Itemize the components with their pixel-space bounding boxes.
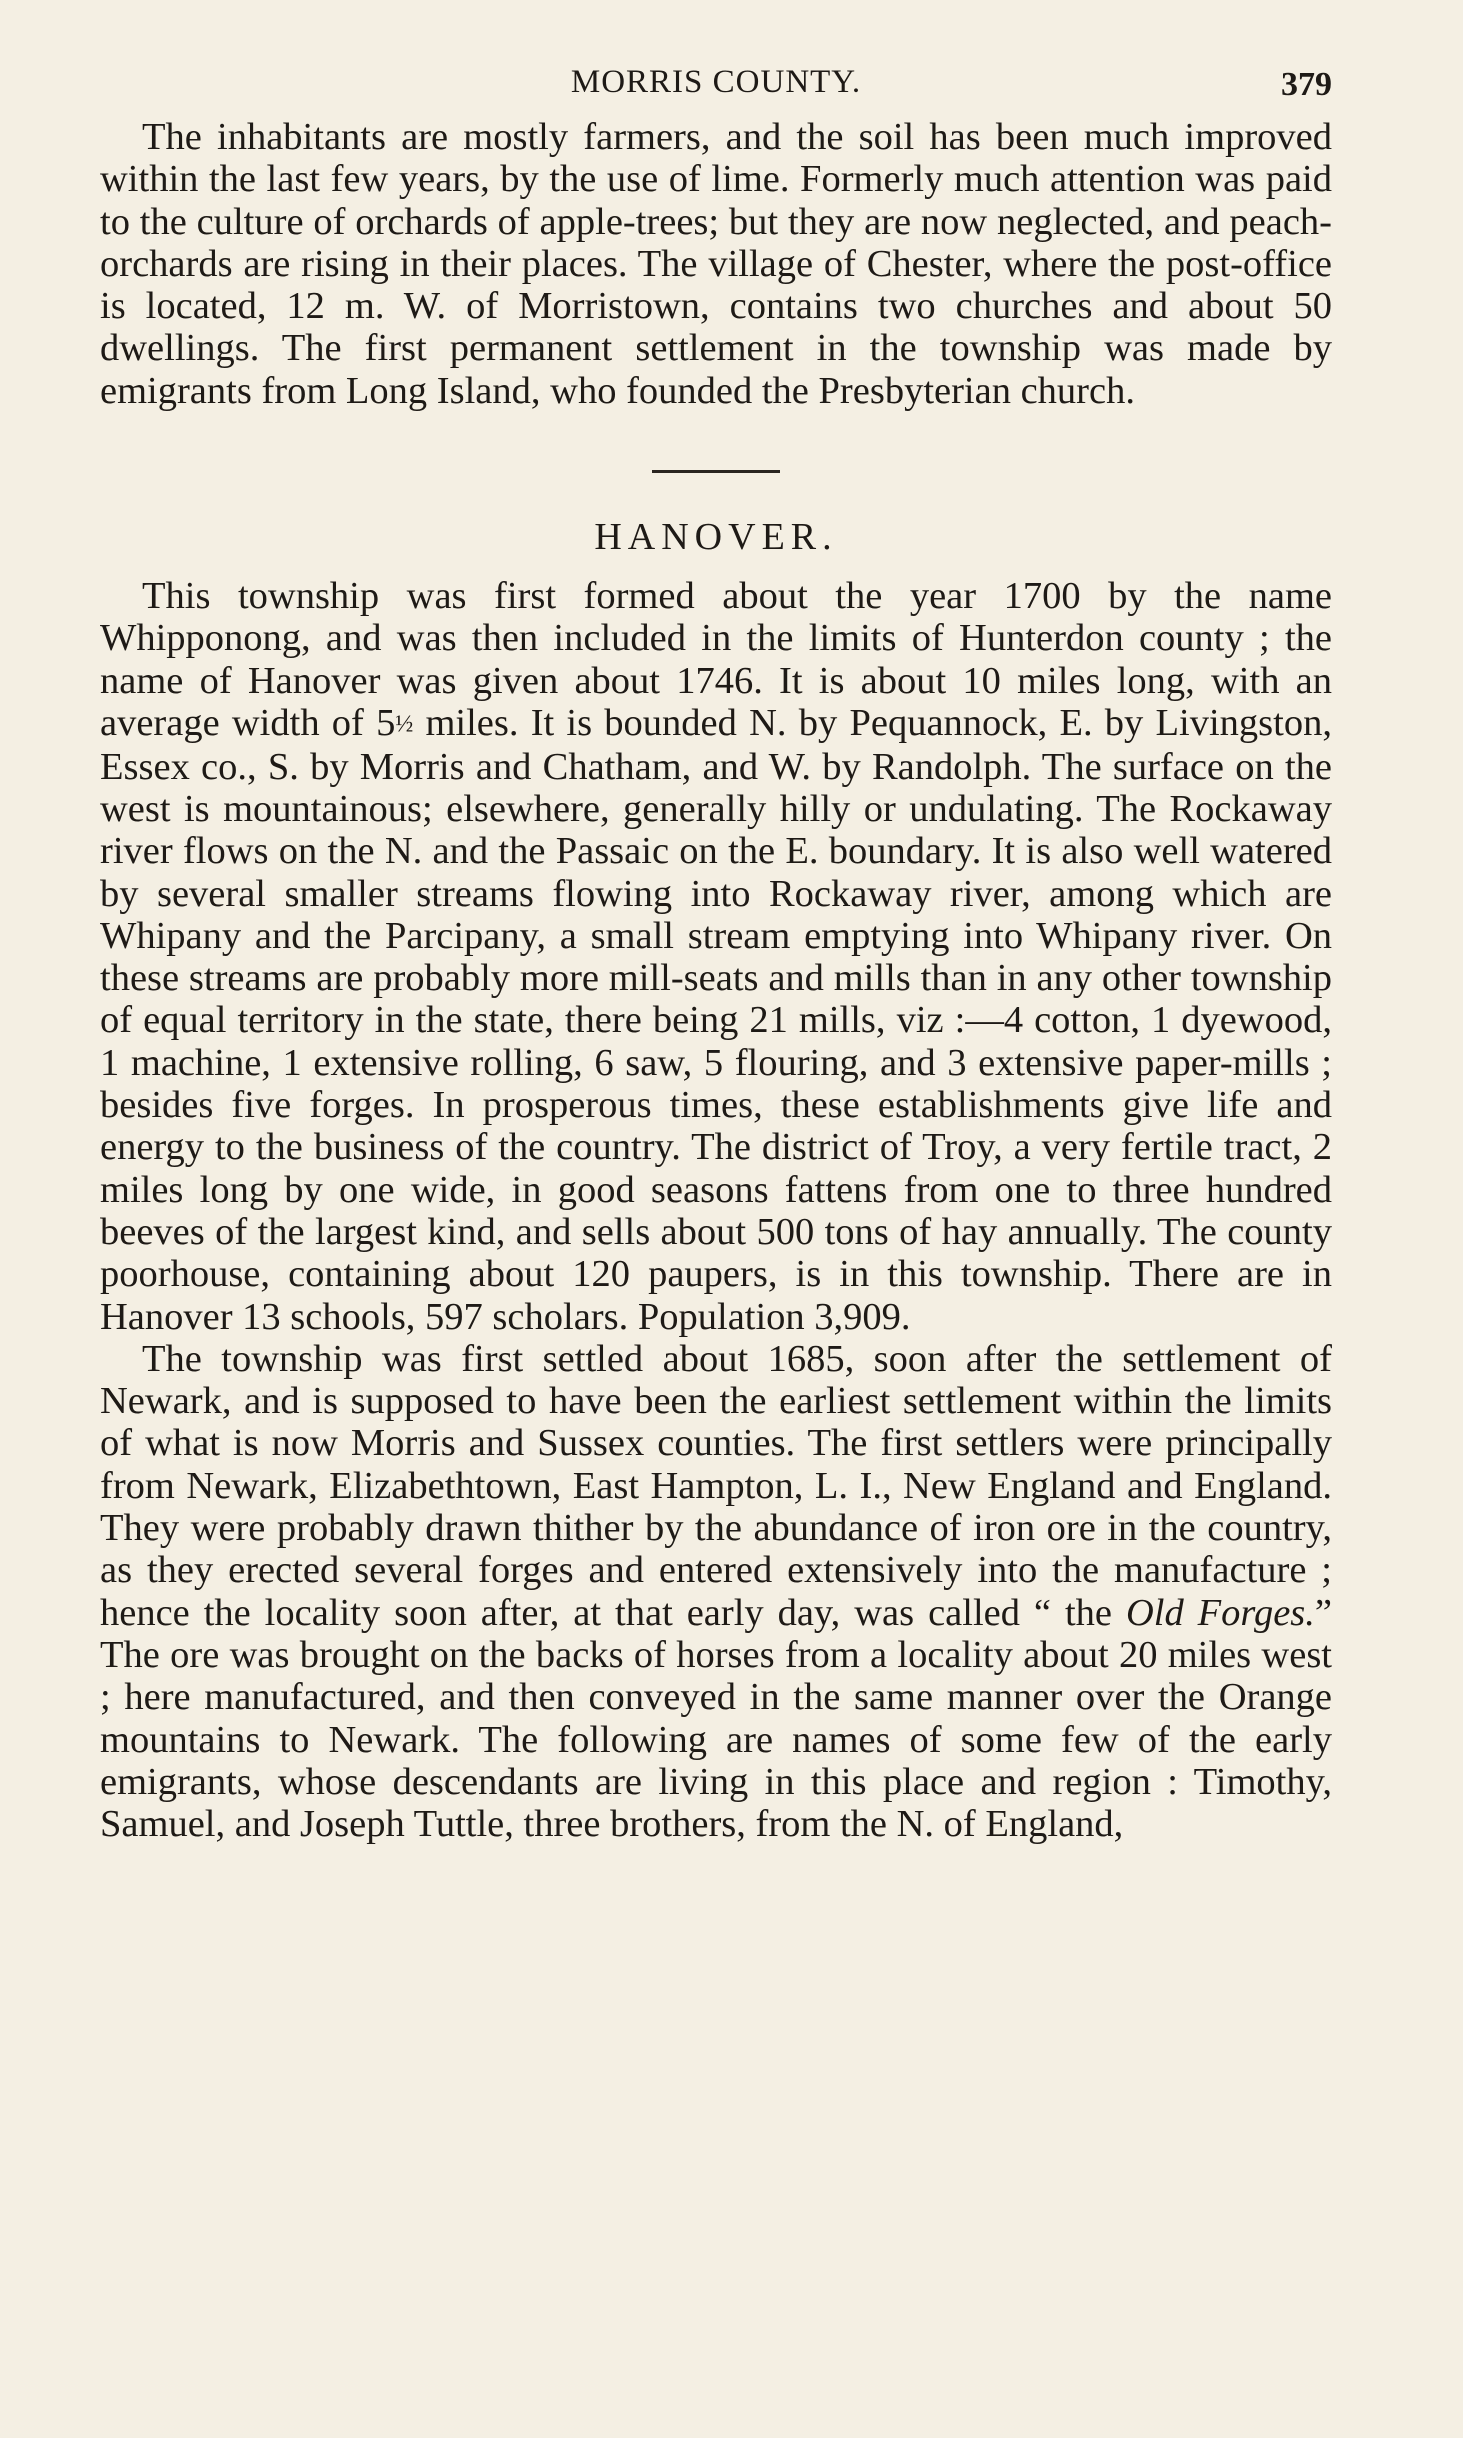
page-number: 379: [1281, 66, 1332, 103]
section-divider: [652, 470, 780, 473]
section-heading-hanover: HANOVER.: [594, 516, 838, 559]
hanover-p2-part-b: ” The ore was brought on the backs of horses from a locality about 20 miles west ; here manufactured, and then conveyed in the same manner over the Orange mountains to Newark. The following are names of some few of the early emigrants, whose descendants are living in this place and region : Timothy, Samuel, and Joseph Tuttle, three brothers, from the N. of England,: [100, 1591, 1332, 1846]
chester-paragraph: The inhabitants are mostly farmers, and the soil has been much improved within the last few years, by the use of lime. Formerly much attention was paid to the culture of orchards of apple-trees; but they are now neglected, and peach-orchards are rising in their places. The village of Chester, where the post-office is located, 12 m. W. of Morristown, contains two churches and about 50 dwellings. The first permanent settlement in the township was made by emigrants from Long Island, who founded the Presbyterian church.: [100, 116, 1332, 412]
old-forges-italic: Old Forges.: [1125, 1591, 1315, 1634]
hanover-p1-part-b: miles. It is bounded N. by Pequannock, E. by Livingston, Essex co., S. by Morris and Chatham, and W. by Randolph. The surface on the west is mountainous; elsewhere, generally hilly or undulating. The Rockaway river flows on the N. and the Passaic on the E. boundary. It is also well watered by several smaller streams flowing into Rockaway river, among which are Whipany and the Parcipany, a small stream emptying into Whipany river. On these streams are probably more mill-seats and mills than in any other township of equal territory in the state, there being 21 mills, viz :—4 cotton, 1 dyewood, 1 machine, 1 extensive rolling, 6 saw, 5 flouring, and 3 extensive paper-mills ; besides five forges. In prosperous times, these establishments give life and energy to the business of the country. The district of Troy, a very fertile tract, 2 miles long by one wide, in good seasons fattens from one to three hundred beeves of the largest kind, and sells about 500 tons of hay annually. The county poorhouse, containing about 120 paupers, is in this township. There are in Hanover 13 schools, 597 scholars. Population 3,909.: [100, 701, 1332, 1338]
fraction-half: ½: [395, 711, 414, 738]
hanover-paragraph-2: [100, 1338, 1332, 1846]
hanover-p1-part-a: This township was first formed about the year 1700 by the name Whipponong, and was then included in the limits of Hunterdon county ; the name of Hanover was given about 1746. It is about 10 miles long, with an average width of 5: [100, 575, 1332, 744]
running-title: MORRIS COUNTY.: [570, 64, 862, 100]
hanover-p2-part-a: The township was first settled about 1685, soon after the settlement of Newark, and is supposed to have been the earliest settlement within the limits of what is now Morris and Sussex counties. The first settlers were principally from Newark, Elizabethtown, East Hampton, L. I., New England and England. They were probably drawn thither by the abundance of iron ore in the country, as they erected several forges and entered extensively into the manufacture ; hence the locality soon after, at that early day, was called “ the: [100, 1337, 1332, 1634]
hanover-paragraph-1: [100, 575, 1332, 1338]
book-page: [100, 60, 1332, 1845]
running-head: [100, 60, 1332, 116]
